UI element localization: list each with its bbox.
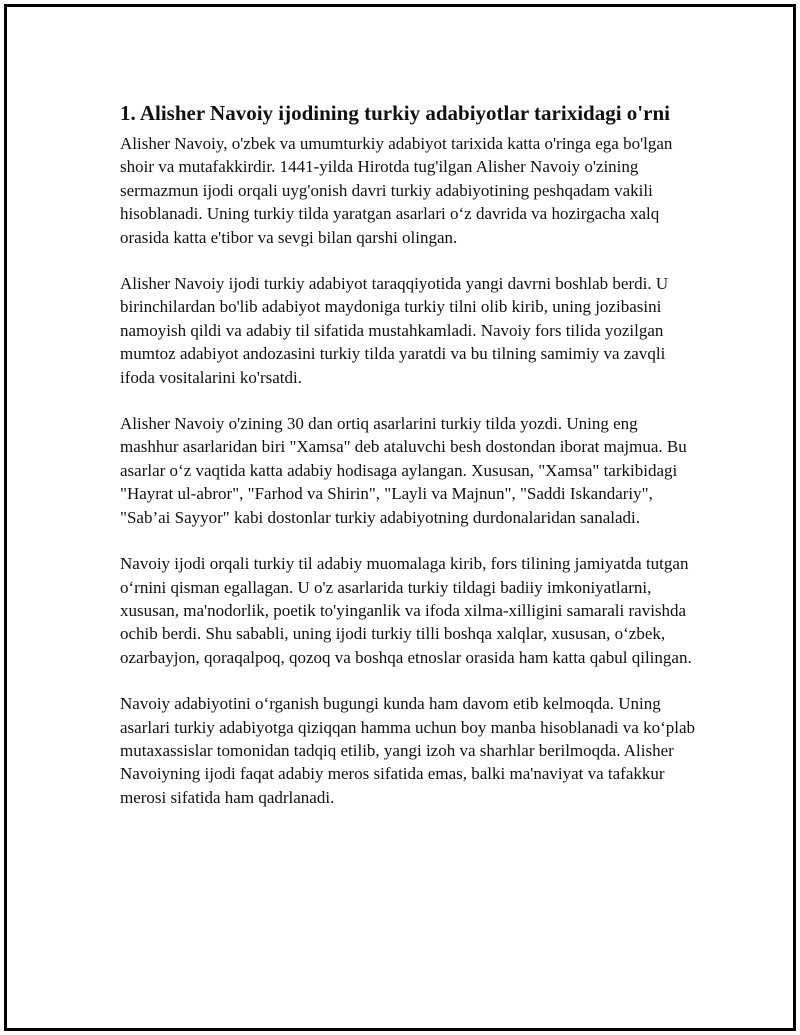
page-border	[4, 4, 796, 1031]
paragraph-5: Navoiy adabiyotini o‘rganish bugungi kunda ham davom etib kelmoqda. Uning asarlari turkiy adabiyotga qiziqqan hamma uchun boy manba hisoblanadi va ko‘plab mutaxassislar tomonidan tadqiq etilib, yangi izoh va sharhlar berilmoqda. Alisher Navoiyning ijodi faqat adabiy meros sifatida emas, balki ma'naviyat va tafakkur merosi sifatida ham qadrlanadi.	[120, 694, 695, 807]
paragraph-3: Alisher Navoiy o'zining 30 dan ortiq asarlarini turkiy tilda yozdi. Uning eng mashhur asarlaridan biri "Xamsa" deb ataluvchi besh dostondan iborat majmua. Bu asarlar o‘z vaqtida katta adabiy hodisaga aylangan. Xususan, "Xamsa" tarkibidagi "Hayrat ul-abror", "Farhod va Shirin", "Layli va Majnun", "Saddi Iskandariy", "Sab’ai Sayyor" kabi dostonlar turkiy adabiyotning durdonalaridan sanaladi.	[120, 414, 687, 527]
paragraph-4: Navoiy ijodi orqali turkiy til adabiy muomalaga kirib, fors tilining jamiyatda tutgan o‘rnini qisman egallagan. U o'z asarlarida turkiy tildagi badiiy imkoniyatlarni, xususan, ma'nodorlik, poetik to'yinganlik va ifoda xilma-xilligini samarali ravishda ochib berdi. Shu sababli, uning ijodi turkiy tilli boshqa xalqlar, xususan, o‘zbek, ozarbayjon, qoraqalpoq, qozoq va boshqa etnoslar orasida ham katta qabul qilingan.	[120, 554, 692, 667]
paragraph-2: Alisher Navoiy ijodi turkiy adabiyot taraqqiyotida yangi davrni boshlab berdi. U birinchilardan bo'lib adabiyot maydoniga turkiy tilni olib kirib, uning jozibasini namoyish qildi va adabiy til sifatida mustahkamladi. Navoiy fors tilida yozilgan mumtoz adabiyot andozasini turkiy tilda yaratdi va bu tilning samimiy va zavqli ifoda vositalarini ko'rsatdi.	[120, 274, 669, 387]
section-heading: 1. Alisher Navoiy ijodining turkiy adabiyotlar tarixidagi o'rni	[120, 101, 670, 125]
paragraph-1: Alisher Navoiy, o'zbek va umumturkiy adabiyot tarixida katta o'ringa ega bo'lgan shoir va mutafakkirdir. 1441-yilda Hirotda tug'ilgan Alisher Navoiy o'zining sermazmun ijodi orqali uyg'onish davri turkiy adabiyotining peshqadam vakili hisoblanadi. Uning turkiy tilda yaratgan asarlari o‘z davrida va hozirgacha xalq orasida katta e'tibor va sevgi bilan qarshi olingan.	[120, 134, 673, 247]
document-body	[120, 100, 700, 832]
